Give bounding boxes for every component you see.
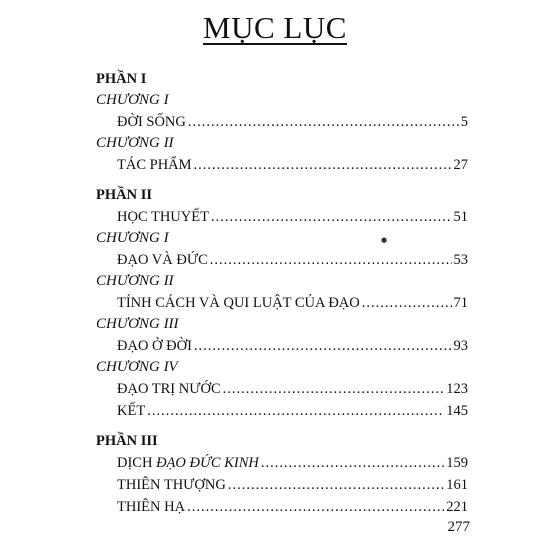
toc-entry-label: ĐỜI SỐNG xyxy=(117,114,186,130)
dot-leader xyxy=(194,154,452,176)
toc-entry-label: ĐẠO VÀ ĐỨC xyxy=(117,252,208,268)
toc-entry-page: 71 xyxy=(453,295,468,311)
dot-leader xyxy=(223,378,445,400)
toc-entry-label: DỊCH ĐẠO ĐỨC KINH xyxy=(117,455,259,471)
toc-entry-page: 145 xyxy=(446,403,468,419)
chapter-heading: CHƯƠNG I xyxy=(96,230,169,246)
dot-leader xyxy=(228,474,444,496)
toc-entry-label: ĐẠO Ở ĐỜI xyxy=(117,338,192,354)
dot-leader xyxy=(194,335,452,357)
toc-entry[interactable] xyxy=(96,474,468,496)
dot-leader xyxy=(211,206,452,228)
toc-entry[interactable] xyxy=(96,400,468,422)
dot-leader xyxy=(147,400,444,422)
toc-entry-page: 159 xyxy=(446,455,468,471)
dot-leader xyxy=(187,496,444,518)
toc-entry[interactable] xyxy=(96,378,468,400)
dot-leader xyxy=(362,292,452,314)
toc-entry-label: ĐẠO TRỊ NƯỚC xyxy=(117,381,221,397)
chapter-heading: CHƯƠNG II xyxy=(96,273,174,289)
toc-entry[interactable] xyxy=(96,249,468,271)
dot-leader xyxy=(210,249,452,271)
toc-entry-label: TÁC PHẨM xyxy=(117,157,192,173)
toc-entry-label: THIÊN THƯỢNG xyxy=(117,477,226,493)
table-of-contents xyxy=(96,68,468,518)
toc-entry[interactable] xyxy=(96,292,468,314)
toc-entry-label: KẾT xyxy=(117,403,146,419)
toc-entry-page: 161 xyxy=(446,477,468,493)
toc-entry-label: THIÊN HẠ xyxy=(117,499,186,515)
part-heading: PHẦN I xyxy=(96,71,147,87)
dot-leader xyxy=(261,452,444,474)
dot-leader xyxy=(188,111,459,133)
toc-entry[interactable] xyxy=(96,111,468,133)
toc-entry[interactable] xyxy=(96,154,468,176)
toc-entry-label: TÍNH CÁCH VÀ QUI LUẬT CỦA ĐẠO xyxy=(117,295,360,311)
chapter-heading: CHƯƠNG I xyxy=(96,92,169,108)
toc-entry-page: 51 xyxy=(453,209,468,225)
part-heading: PHẦN II xyxy=(96,187,152,203)
book-title-italic: ĐẠO ĐỨC KINH xyxy=(156,455,259,471)
toc-entry[interactable] xyxy=(96,335,468,357)
toc-entry-page: 27 xyxy=(453,157,468,173)
chapter-heading: CHƯƠNG III xyxy=(96,316,179,332)
toc-entry-page: 5 xyxy=(460,114,468,130)
part-heading: PHẦN III xyxy=(96,433,158,449)
toc-entry[interactable] xyxy=(96,452,468,474)
toc-entry-page: 93 xyxy=(453,338,468,354)
toc-entry-page: 53 xyxy=(453,252,468,268)
chapter-heading: CHƯƠNG IV xyxy=(96,359,178,375)
toc-entry-page: 123 xyxy=(446,381,468,397)
page-number: 277 xyxy=(447,519,470,535)
toc-entry-page: 221 xyxy=(446,499,468,515)
toc-entry-label: HỌC THUYẾT xyxy=(117,209,209,225)
page-title: MỤC LỤC xyxy=(203,10,347,45)
chapter-heading: CHƯƠNG II xyxy=(96,135,174,151)
toc-entry[interactable] xyxy=(96,496,468,518)
ink-speck: ● xyxy=(381,236,388,244)
toc-entry[interactable] xyxy=(96,206,468,228)
